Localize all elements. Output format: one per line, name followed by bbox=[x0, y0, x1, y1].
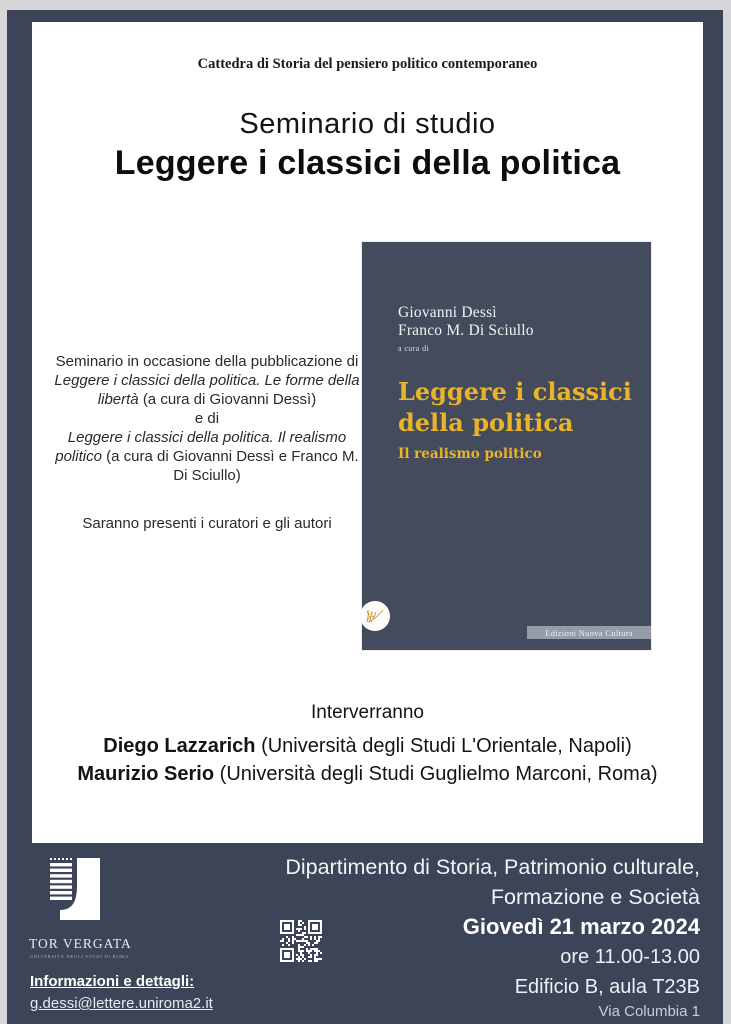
occasion-block bbox=[50, 352, 364, 533]
university-name: TOR VERGATA bbox=[29, 936, 132, 951]
book-cover-title bbox=[398, 376, 632, 438]
speakers-block bbox=[32, 702, 703, 788]
speaker1-affiliation: (Università degli Studi L'Orientale, Napoli) bbox=[261, 735, 632, 757]
speaker-line bbox=[32, 732, 703, 760]
event-time: ore 11.00-13.00 bbox=[560, 946, 700, 968]
occasion-note: Saranno presenti i curatori e gli autori bbox=[82, 515, 332, 532]
occasion-book1 bbox=[50, 371, 364, 409]
tor-vergata-logo-icon bbox=[50, 857, 100, 921]
contact-email-link[interactable]: g.dessi@lettere.uniroma2.it bbox=[30, 995, 213, 1012]
book-cover-author2: Franco M. Di Sciullo bbox=[398, 322, 534, 339]
publisher-name: Edizioni Nuova Cultura bbox=[545, 627, 633, 638]
occasion-intro: Seminario in occasione della pubblicazione di bbox=[55, 353, 359, 370]
book-cover-title-line2: della politica bbox=[398, 408, 574, 437]
speakers-heading: Interverranno bbox=[310, 702, 424, 723]
speaker2-affiliation: (Università degli Studi Guglielmo Marconi, Roma) bbox=[219, 763, 658, 785]
university-subname: UNIVERSITÀ DEGLI STUDI DI ROMA bbox=[30, 954, 130, 959]
seminar-kicker: Seminario di studio bbox=[239, 108, 496, 140]
book-cover bbox=[362, 242, 651, 650]
speaker-line bbox=[32, 760, 703, 788]
publisher-logo bbox=[360, 601, 390, 631]
info-label: Informazioni e dettagli: bbox=[30, 973, 195, 990]
book-cover-author1: Giovanni Dessì bbox=[398, 304, 497, 321]
department-line1: Dipartimento di Storia, Patrimonio culturale, bbox=[285, 855, 700, 879]
book-cover-authors bbox=[398, 304, 534, 340]
page-title: Leggere i classici della politica bbox=[114, 144, 621, 182]
event-venue: Edificio B, aula T23B bbox=[514, 976, 700, 998]
event-address: Via Columbia 1 bbox=[598, 1003, 700, 1020]
occasion-conjunction: e di bbox=[194, 410, 220, 427]
event-date: Giovedì 21 marzo 2024 bbox=[462, 914, 700, 939]
poster-content bbox=[32, 22, 703, 843]
speaker1-name: Diego Lazzarich bbox=[103, 735, 256, 757]
speaker2-name: Maurizio Serio bbox=[77, 763, 215, 785]
publisher-band bbox=[527, 626, 651, 639]
book-cover-subtitle: Il realismo politico bbox=[398, 446, 542, 462]
wheat-icon bbox=[360, 601, 390, 631]
footer bbox=[7, 843, 723, 1024]
chair-line: Cattedra di Storia del pensiero politico contemporaneo bbox=[197, 56, 538, 72]
department-line2: Formazione e Società bbox=[490, 885, 700, 909]
book1-curators: (a cura di Giovanni Dessì) bbox=[142, 391, 317, 408]
book2-title: Leggere i classici della politica. Il realismo politico bbox=[55, 429, 347, 465]
book-cover-title-line1: Leggere i classici bbox=[398, 377, 632, 406]
poster bbox=[7, 10, 723, 1024]
book2-curators: (a cura di Giovanni Dessì e Franco M. Di Sciullo) bbox=[106, 448, 359, 484]
book1-title: Leggere i classici della politica. Le forme della libertà bbox=[54, 372, 360, 408]
occasion-book2 bbox=[50, 428, 364, 485]
event-details-block bbox=[285, 852, 700, 1022]
book-cover-curated-by: a cura di bbox=[398, 344, 430, 353]
